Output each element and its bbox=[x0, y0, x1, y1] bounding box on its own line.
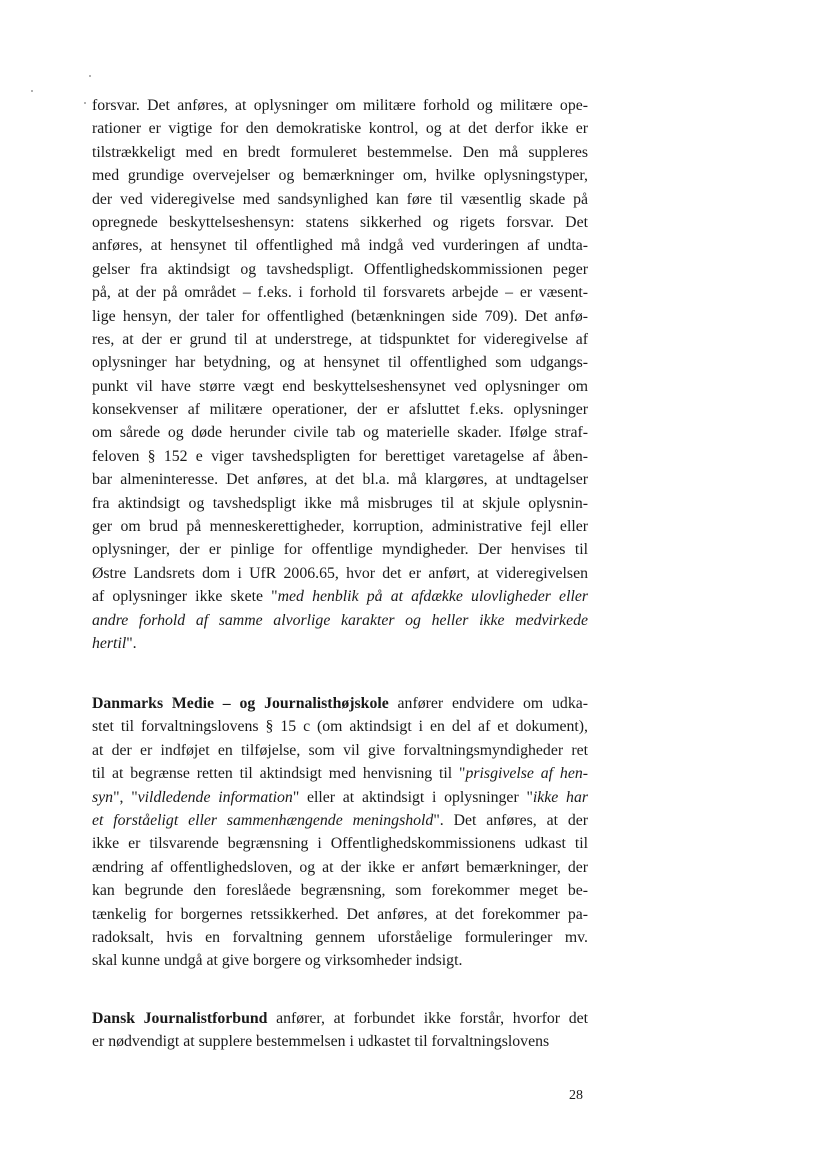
text-line bbox=[92, 445, 588, 468]
text-segment: om sårede og døde herunder civile tab og materielle skader. Ifølge straf- bbox=[92, 424, 588, 442]
paragraph-danmarks-medie-journalisthojskole bbox=[92, 692, 588, 973]
italic-quote: syn bbox=[92, 788, 114, 806]
text-line bbox=[92, 515, 588, 538]
text-line bbox=[92, 328, 588, 351]
text-segment: Østre Landsrets dom i UfR 2006.65, hvor det er anført, at videregivelsen bbox=[92, 564, 588, 582]
text-line bbox=[92, 141, 588, 164]
text-segment: bar almeninteresse. Det anføres, at det bl.a. må klargøres, at undtagelser bbox=[92, 471, 588, 489]
text-segment: " eller at aktindsigt i oplysninger " bbox=[292, 788, 533, 806]
text-segment: på, at der på området – f.eks. i forhold til forsvarets arbejde – er væsent- bbox=[92, 284, 588, 302]
text-line bbox=[92, 585, 588, 608]
text-line bbox=[92, 492, 588, 515]
text-line bbox=[92, 856, 588, 879]
text-line bbox=[92, 949, 588, 972]
text-segment: ". Det anføres, at der bbox=[433, 811, 589, 829]
italic-quote: vildledende information bbox=[137, 788, 293, 806]
text-line bbox=[92, 211, 588, 234]
text-line bbox=[92, 117, 588, 140]
text-segment: forsvar. Det anføres, at oplysninger om militære forhold og militære ope- bbox=[92, 97, 588, 114]
text-line bbox=[92, 903, 588, 926]
text-line bbox=[92, 421, 588, 444]
scan-speck bbox=[89, 75, 91, 77]
text-segment: ændring af offentlighedsloven, og at der ikke er anført bemærkninger, der bbox=[92, 858, 588, 876]
text-segment: kan begrunde den foreslåede begrænsning, som forekommer meget be- bbox=[92, 882, 588, 900]
text-segment: tilstrækkeligt med en bredt formuleret bestemmelse. Den må suppleres bbox=[92, 143, 588, 161]
text-segment: opregnede beskyttelseshensyn: statens sikkerhed og rigets forsvar. Det bbox=[92, 213, 588, 231]
italic-quote: ikke har bbox=[532, 788, 588, 806]
text-segment: konsekvenser af militære operationer, der er afsluttet f.eks. oplysninger bbox=[92, 401, 588, 419]
text-segment: punkt vil have større vægt end beskyttelseshensynet ved oplysninger om bbox=[92, 377, 588, 395]
text-line bbox=[92, 926, 588, 949]
text-segment: gelser fra aktindsigt og tavshedspligt. Offentlighedskommissionen peger bbox=[92, 260, 588, 278]
text-line bbox=[92, 234, 588, 257]
text-segment: er nødvendigt at supplere bestemmelsen i udkastet til forvaltningslovens bbox=[92, 1033, 550, 1051]
text-line bbox=[92, 832, 588, 855]
text-segment: anføres, at hensynet til offentlighed må indgå ved vurderingen af undta- bbox=[92, 237, 588, 255]
text-line bbox=[92, 762, 588, 785]
text-segment: oplysninger, der er pinlige for offentlige myndigheder. Der henvises til bbox=[92, 541, 588, 559]
text-segment: feloven § 152 e viger tavshedspligten for berettiget varetagelse af åben- bbox=[92, 447, 588, 465]
text-line bbox=[92, 164, 588, 187]
text-line bbox=[92, 538, 588, 561]
text-segment: til at begrænse retten til aktindsigt med henvisning til " bbox=[92, 765, 466, 783]
text-line bbox=[92, 398, 588, 421]
text-line bbox=[92, 632, 588, 655]
text-segment: res, at der er grund til at understrege, at tidspunktet for videregivelse af bbox=[92, 330, 588, 348]
text-line bbox=[92, 375, 588, 398]
text-line bbox=[92, 1030, 588, 1053]
text-segment: ". bbox=[126, 634, 137, 652]
italic-quote: andre forhold af samme alvorlige karakter og heller ikke medvirkede bbox=[92, 611, 588, 629]
paragraph-military-information bbox=[92, 94, 588, 655]
text-segment: anfører, at forbundet ikke forstår, hvorfor det bbox=[267, 1010, 589, 1027]
text-line bbox=[92, 562, 588, 585]
text-line bbox=[92, 715, 588, 738]
text-segment: rationer er vigtige for den demokratiske kontrol, og at det derfor ikke er bbox=[92, 120, 588, 138]
text-line bbox=[92, 94, 588, 117]
text-segment: anfører endvidere om udka- bbox=[388, 695, 588, 712]
text-line bbox=[92, 468, 588, 491]
text-segment: fra aktindsigt og tavshedspligt ikke må misbruges til at skjule oplysnin- bbox=[92, 494, 588, 512]
text-line bbox=[92, 305, 588, 328]
text-segment: stet til forvaltningslovens § 15 c (om aktindsigt i en del af et dokument), bbox=[92, 718, 588, 736]
text-line bbox=[92, 809, 588, 832]
bold-text: Danmarks Medie – og Journalisthøjskole bbox=[92, 695, 389, 712]
scan-speck bbox=[84, 102, 86, 104]
text-segment: skal kunne undgå at give borgere og virksomheder indsigt. bbox=[92, 952, 463, 970]
text-line bbox=[92, 739, 588, 762]
italic-quote: med henblik på at afdække ulovligheder eller bbox=[277, 588, 589, 606]
text-line bbox=[92, 351, 588, 374]
text-line bbox=[92, 609, 588, 632]
text-segment: ", " bbox=[113, 788, 138, 806]
italic-quote: et forståeligt eller sammenhængende meningshold bbox=[92, 811, 434, 829]
text-line bbox=[92, 879, 588, 902]
text-segment: oplysninger har betydning, og at hensynet til offentlighed som udgangs- bbox=[92, 354, 588, 372]
text-segment: ger om brud på menneskerettigheder, korruption, administrative fejl eller bbox=[92, 518, 588, 536]
text-segment: at der er indføjet en tilføjelse, som vil give forvaltningsmyndigheder ret bbox=[92, 741, 588, 759]
italic-quote: hertil bbox=[92, 634, 127, 652]
text-line bbox=[92, 188, 588, 211]
scan-speck bbox=[31, 90, 33, 92]
text-line bbox=[92, 258, 588, 281]
bold-text: Dansk Journalistforbund bbox=[92, 1010, 268, 1027]
text-segment: tænkelig for borgernes retssikkerhed. Det anføres, at det forekommer pa- bbox=[92, 905, 588, 923]
text-segment: ikke er tilsvarende begrænsning i Offentlighedskommissionens udkast til bbox=[92, 835, 588, 853]
text-segment: radoksalt, hvis en forvaltning gennem uforståelige formuleringer mv. bbox=[92, 928, 588, 946]
text-segment: af oplysninger ikke skete " bbox=[92, 588, 278, 606]
text-line bbox=[92, 786, 588, 809]
text-segment: med grundige overvejelser og bemærkninger om, hvilke oplysningstyper, bbox=[92, 167, 588, 185]
text-line bbox=[92, 281, 588, 304]
page-number: 28 bbox=[569, 1088, 583, 1103]
paragraph-dansk-journalistforbund bbox=[92, 1007, 588, 1054]
text-segment: lige hensyn, der taler for offentlighed (betænkningen side 709). Det anfø- bbox=[92, 307, 588, 325]
italic-quote: prisgivelse af hen- bbox=[465, 765, 588, 783]
text-line bbox=[92, 1007, 588, 1030]
text-segment: der ved videregivelse med sandsynlighed kan føre til væsentlig skade på bbox=[92, 190, 588, 208]
text-line bbox=[92, 692, 588, 715]
